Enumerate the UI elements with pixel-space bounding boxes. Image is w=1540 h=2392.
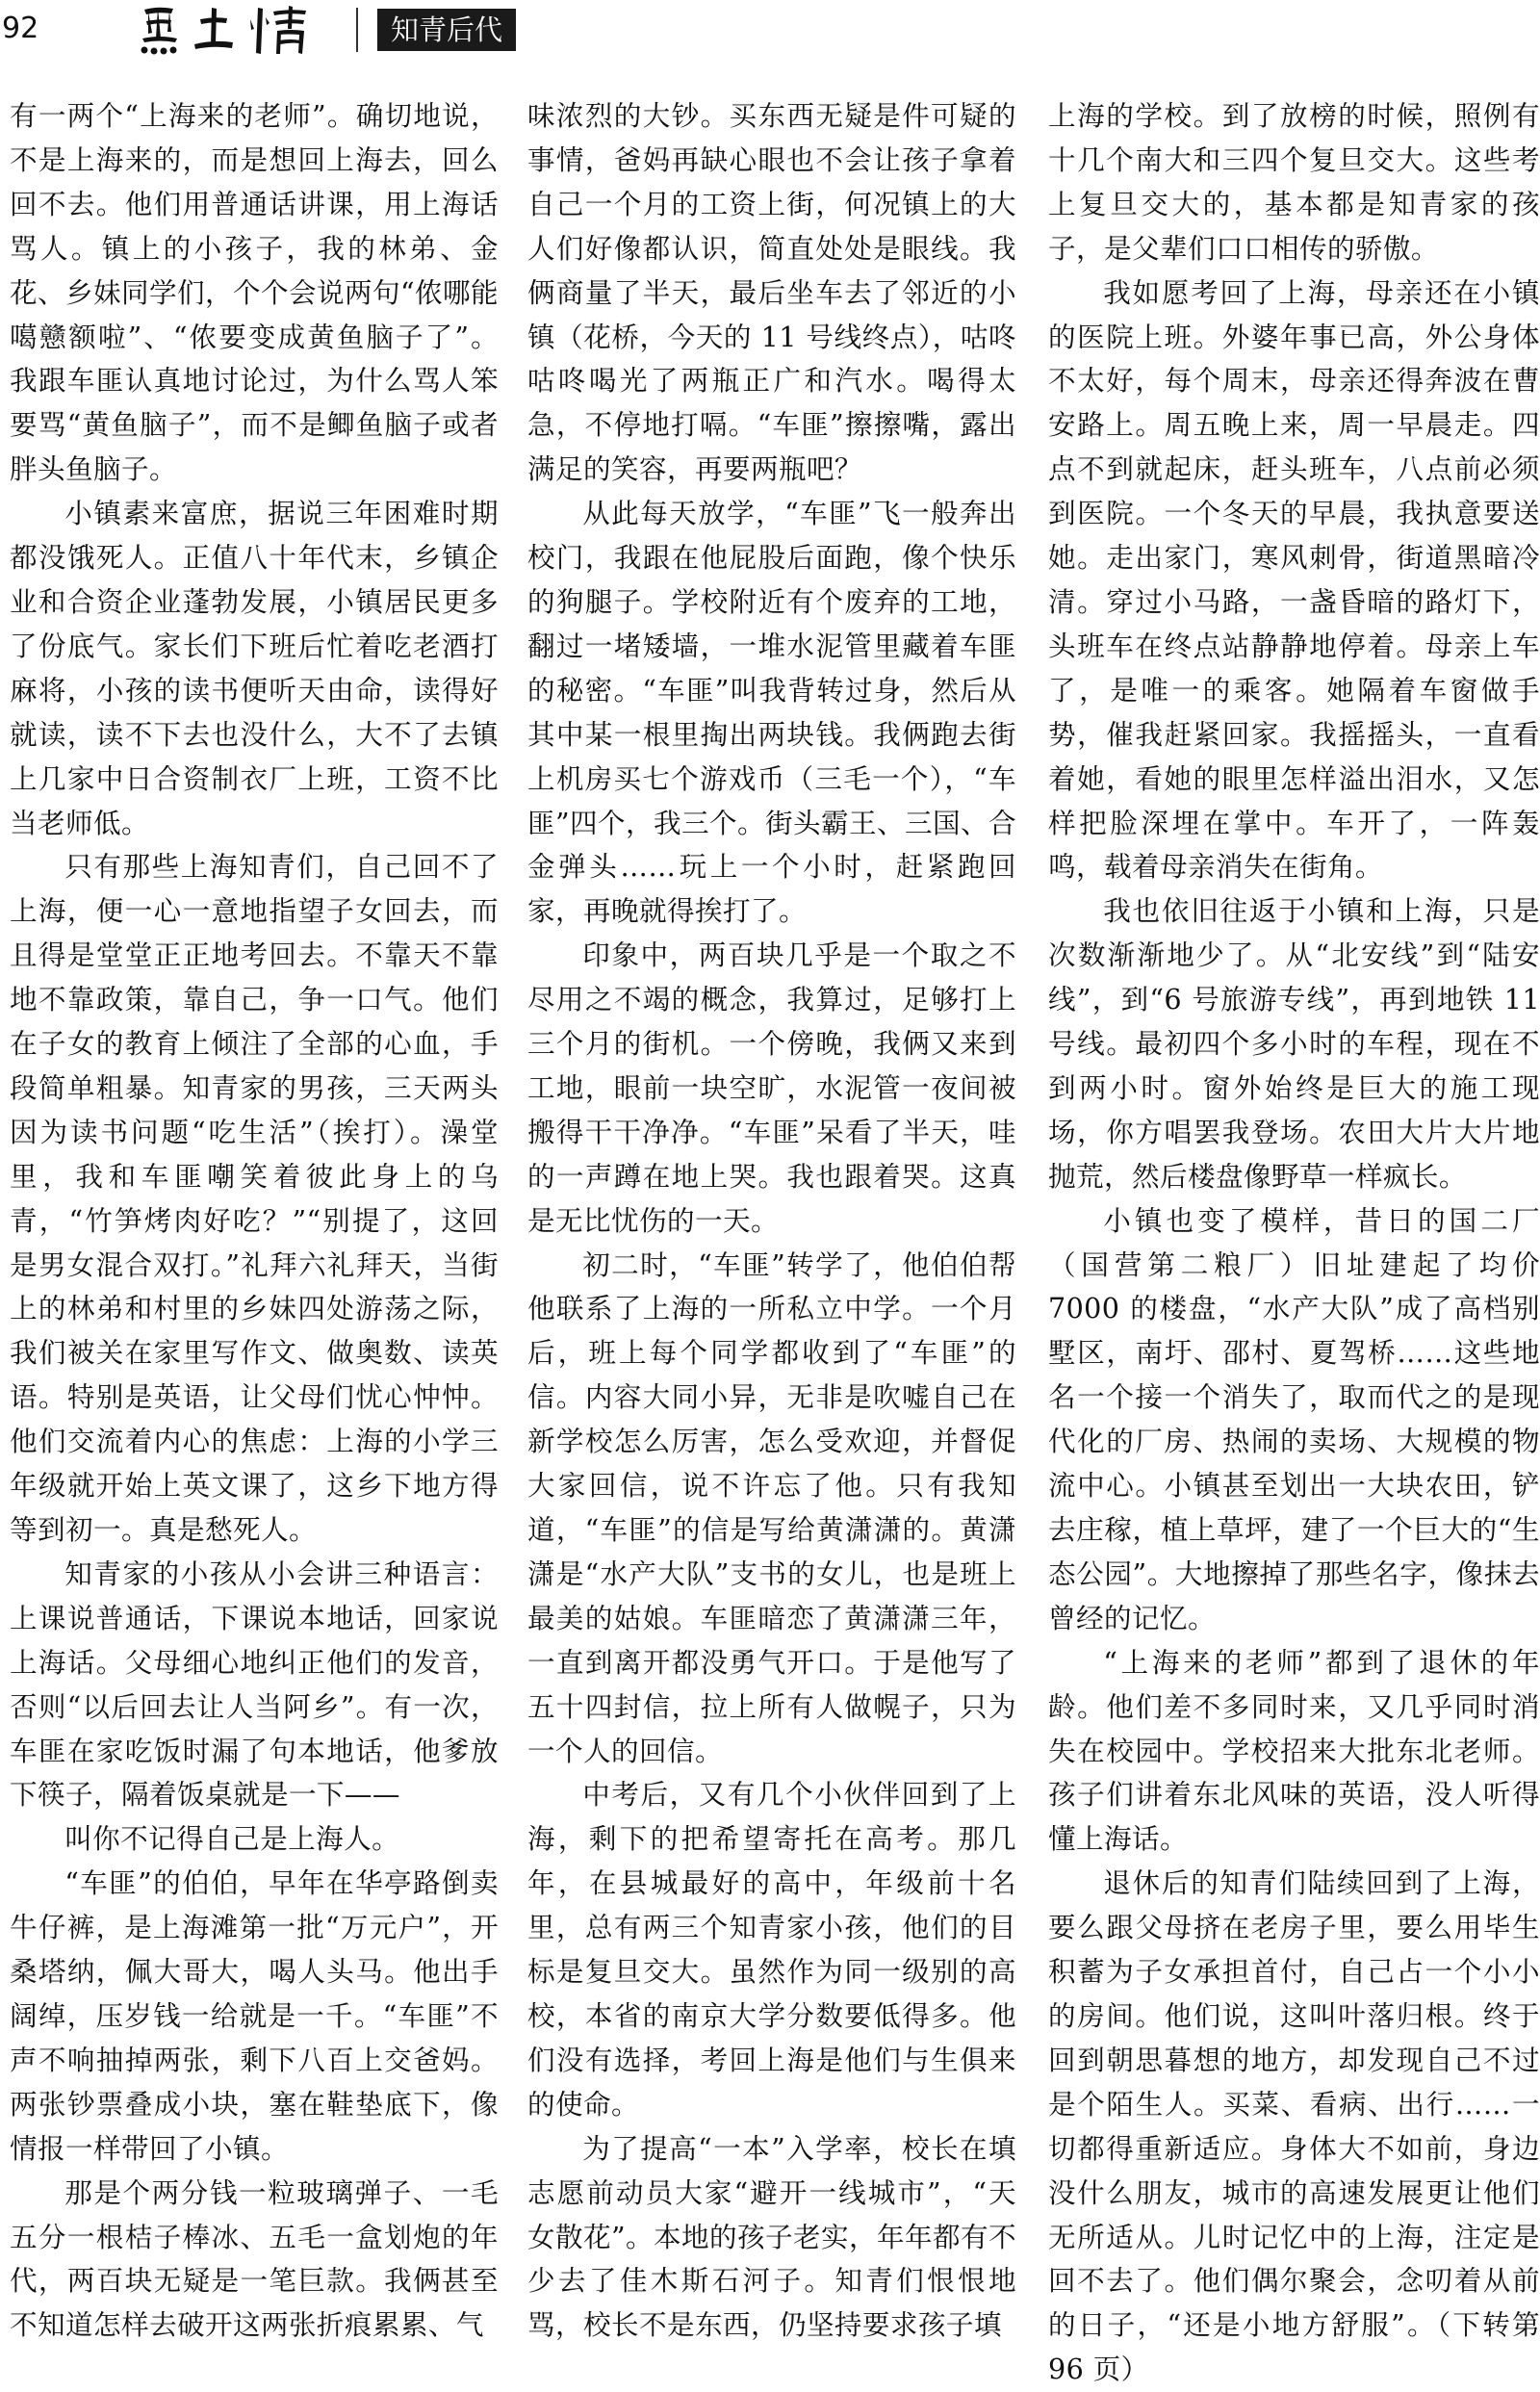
paragraph: 上海的学校。到了放榜的时候，照例有十几个南大和三四个复旦交大。这些考上复旦交大的，基本都是知青家的孩子，是父辈们口口相传的骄傲。 bbox=[1048, 99, 1540, 265]
paragraph: 叫你不记得自己是上海人。 bbox=[64, 1822, 400, 1856]
paragraph: 从此每天放学，“车匪”飞一般奔出校门，我跟在他屁股后面跑，像个快乐的狗腿子。学校附近有个废弃的工地，翻过一堵矮墙，一堆水泥管里藏着车匪的秘密。“车匪”叫我背转过身，然后从其中某一根里掏出两块钱。我俩跑去街上机房买七个游戏币（三毛一个），“车匪”四个，我三个。街头霸王、三国、合金弹头……玩上一个小时，赶紧跑回家，再晚就得挨打了。 bbox=[527, 497, 1016, 928]
paragraph: 味浓烈的大钞。买东西无疑是件可疑的事情，爸妈再缺心眼也不会让孩子拿着自己一个月的工资上街，何况镇上的大人们好像都认识，简直处处是眼线。我俩商量了半天，最后坐车去了邻近的小镇（花桥，今天的 11 号线终点），咕咚咕咚喝光了两瓶正广和汽水。喝得太急，不停地打嗝。“车匪”擦擦嘴，露出满足的笑容，再要两瓶吧？ bbox=[527, 99, 1016, 486]
paragraph: 那是个两分钱一粒玻璃弹子、一毛五分一根桔子棒冰、五毛一盒划炮的年代，两百块无疑是一笔巨款。我俩甚至不知道怎样去破开这两张折痕累累、气 bbox=[10, 2175, 499, 2342]
article-body bbox=[0, 94, 1540, 2386]
paragraph: 印象中，两百块几乎是一个取之不尽用之不竭的概念，我算过，足够打上三个月的街机。一个傍晚，我俩又来到工地，眼前一块空旷，水泥管一夜间被搬得干干净净。“车匪”呆看了半天，哇的一声蹲在地上哭。我也跟着哭。这真是无比忧伤的一天。 bbox=[527, 939, 1016, 1237]
header-divider bbox=[356, 8, 358, 52]
paragraph: 初二时，“车匪”转学了，他伯伯帮他联系了上海的一所私立中学。一个月后，班上每个同学都收到了“车匪”的信。内容大同小异，无非是吹嘘自己在新学校怎么厉害，怎么受欢迎，并督促大家回信，说不许忘了他。只有我知道，“车匪”的信是写给黄潇潇的。黄潇潇是“水产大队”支书的女儿，也是班上最美的姑娘。车匪暗恋了黄潇潇三年，一直到离开都没勇气开口。于是他写了五十四封信，拉上所有人做幌子，只为一个人的回信。 bbox=[527, 1247, 1016, 1767]
paragraph: “上海来的老师”都到了退休的年龄。他们差不多同时来，又几乎同时消失在校园中。学校招来大批东北老师。孩子们讲着东北风味的英语，没人听得懂上海话。 bbox=[1048, 1645, 1540, 1856]
paragraph: 只有那些上海知青们，自己回不了上海，便一心一意地指望子女回去，而且得是堂堂正正地考回去。不靠天不靠地不靠政策，靠自己，争一口气。他们在子女的教育上倾注了全部的心血，手段简单粗暴。知青家的男孩，三天两头因为读书问题“吃生活”（挨打）。澡堂里，我和车匪嘲笑着彼此身上的乌青，“竹笋烤肉好吃？”“别提了，这回是男女混合双打。”礼拜六礼拜天，当街上的林弟和村里的乡妹四处游荡之际，我们被关在家里写作文、做奥数、读英语。特别是英语，让父母们忧心忡忡。他们交流着内心的焦虑：上海的小学三年级就开始上英文课了，这乡下地方得等到初一。真是愁死人。 bbox=[10, 850, 499, 1546]
paragraph: “车匪”的伯伯，早年在华亭路倒卖牛仔裤，是上海滩第一批“万元户”，开桑塔纳，佩大哥大，喝人头马。他出手阔绰，压岁钱一给就是一千。“车匪”不声不响抽掉两张，剩下八百上交爸妈。两张钞票叠成小块，塞在鞋垫底下，像情报一样带回了小镇。 bbox=[10, 1866, 499, 2165]
section-tag: 知青后代 bbox=[377, 9, 516, 51]
paragraph: 我如愿考回了上海，母亲还在小镇的医院上班。外婆年事已高，外公身体不太好，每个周末，母亲还得奔波在曹安路上。周五晚上来，周一早晨走。四点不到就起床，赶头班车，八点前必须到医院。一个冬天的早晨，我执意要送她。走出家门，寒风刺骨，街道黑暗冷清。穿过小马路，一盏昏暗的路灯下，头班车在终点站静静地停着。母亲上车了，是唯一的乘客。她隔着车窗做手势，催我赶紧回家。我摇摇头，一直看着她，看她的眼里怎样溢出泪水，又怎样把脸深埋在掌中。车开了，一阵轰鸣，载着母亲消失在街角。 bbox=[1048, 275, 1540, 884]
article-column-2 bbox=[527, 94, 1016, 2342]
article-column-3 bbox=[1048, 94, 1540, 2386]
page-number: 92 bbox=[2, 12, 39, 45]
paragraph: 我也依旧往返于小镇和上海，只是次数渐渐地少了。从“北安线”到“陆安线”，到“6 号旅游专线”，再到地铁 11 号线。最初四个多小时的车程，现在不到两小时。窗外始终是巨大的施工现场，你方唱罢我登场。农田大片大片地抛荒，然后楼盘像野草一样疯长。 bbox=[1048, 894, 1540, 1193]
paragraph: 为了提高“一本”入学率，校长在填志愿前动员大家“避开一线城市”，“天女散花”。本地的孩子老实，年年都有不少去了佳木斯石河子。知青们恨恨地骂，校长不是东西，仍坚持要求孩子填 bbox=[527, 2131, 1016, 2342]
paragraph: 中考后，又有几个小伙伴回到了上海，剩下的把希望寄托在高考。那几年，在县城最好的高中，年级前十名里，总有两三个知青家小孩，他们的目标是复旦交大。虽然作为同一级别的高校，本省的南京大学分数要低得多。他们没有选择，考回上海是他们与生俱来的使命。 bbox=[527, 1778, 1016, 2121]
article-column-1 bbox=[10, 94, 499, 2342]
page-header bbox=[0, 0, 1540, 60]
paragraph: 小镇素来富庶，据说三年困难时期都没饿死人。正值八十年代末，乡镇企业和合资企业蓬勃发展，小镇居民更多了份底气。家长们下班后忙着吃老酒打麻将，小孩的读书便听天由命，读得好就读，读不下去也没什么，大不了去镇上几家中日合资制衣厂上班，工资不比当老师低。 bbox=[10, 497, 499, 839]
paragraph: 退休后的知青们陆续回到了上海，要么跟父母挤在老房子里，要么用毕生积蓄为子女承担首付，自己占一个小小的房间。他们说，这叫叶落归根。终于回到朝思暮想的地方，却发现自己不过是个陌生人。买菜、看病、出行……一切都得重新适应。身体大不如前，身边没什么朋友，城市的高速发展更让他们无所适从。儿时记忆中的上海，注定是回不去了。他们偶尔聚会，念叨着从前的日子，“还是小地方舒服”。（下转第 96 页） bbox=[1048, 1866, 1540, 2386]
paragraph: 小镇也变了模样，昔日的国二厂（国营第二粮厂）旧址建起了均价 7000 的楼盘，“水产大队”成了高档别墅区，南圩、邵村、夏驾桥……这些地名一个接一个消失了，取而代之的是现代化的厂房、热闹的卖场、大规模的物流中心。小镇甚至划出一大块农田，铲去庄稼，植上草坪，建了一个巨大的“生态公园”。大地擦掉了那些名字，像抹去曾经的记忆。 bbox=[1048, 1203, 1540, 1634]
magazine-logo bbox=[135, 0, 318, 60]
paragraph: 有一两个“上海来的老师”。确切地说，不是上海来的，而是想回上海去，回么回不去。他们用普通话讲课，用上海话骂人。镇上的小孩子，我的林弟、金花、乡妹同学们，个个会说两句“侬哪能噶戆额啦”、“侬要变成黄鱼脑子了”。我跟车匪认真地讨论过，为什么骂人笨要骂“黄鱼脑子”，而不是鲫鱼脑子或者胖头鱼脑子。 bbox=[10, 99, 499, 486]
paragraph: 知青家的小孩从小会讲三种语言：上课说普通话，下课说本地话，回家说上海话。父母细心地纠正他们的发音，否则“以后回去让人当阿乡”。有一次，车匪在家吃饭时漏了句本地话，他爹放下筷子，隔着饭桌就是一下—— bbox=[10, 1556, 499, 1812]
